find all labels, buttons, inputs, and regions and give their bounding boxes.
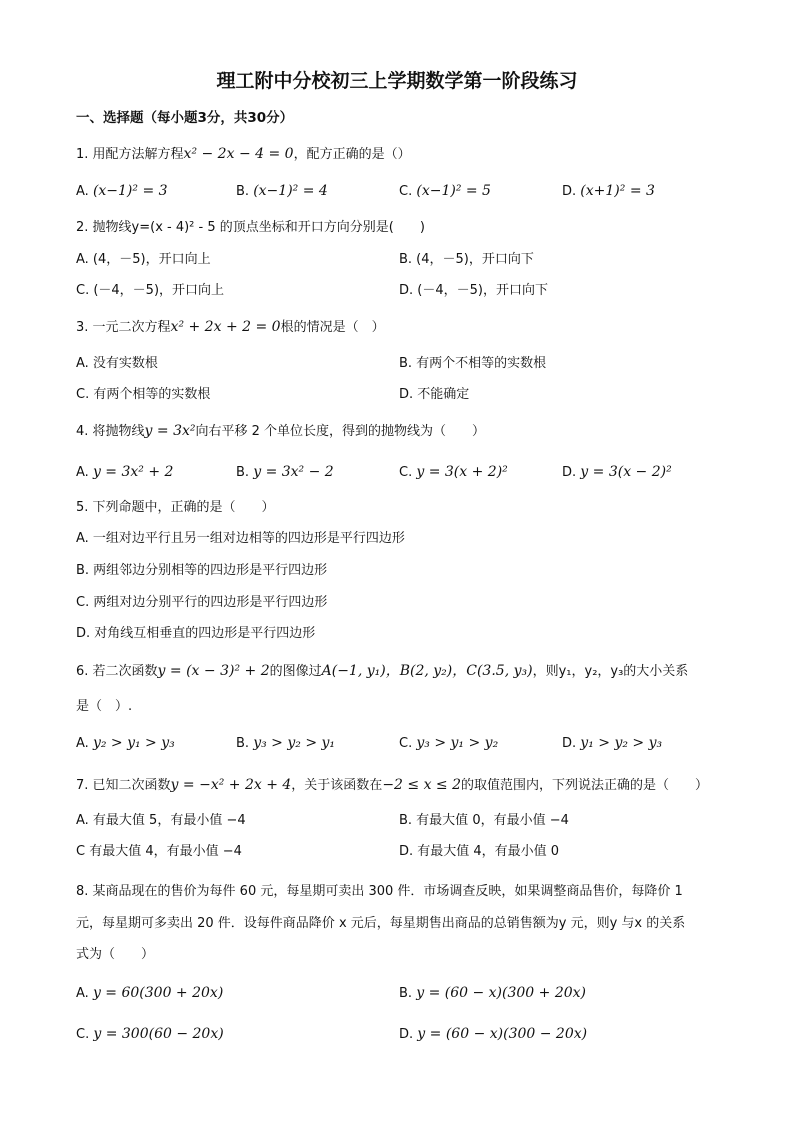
- q6-option-d[interactable]: [562, 734, 662, 753]
- q1-d-expr: (x+1)² = 3: [580, 183, 655, 199]
- q1-a-expr: (x−1)² = 3: [92, 183, 168, 199]
- q1-b-expr: (x−1)² = 4: [253, 183, 328, 199]
- question-8-line2: 元，每星期可多卖出 20 件．设每件商品降价 x 元后，每星期售出商品的总销售额为y 元，则y 与x 的关系: [76, 916, 686, 931]
- q3-option-c[interactable]: C. 有两个相等的实数根: [76, 387, 211, 402]
- q6-d-expr: y₁ > y₂ > y₃: [580, 735, 663, 751]
- q4-b-label: B.: [236, 465, 250, 480]
- q4-stem-text: 4. 将抛物线: [76, 424, 145, 439]
- q1-d-label: D.: [562, 184, 577, 199]
- q8-option-b[interactable]: [399, 984, 586, 1003]
- q8-option-d[interactable]: [399, 1025, 587, 1044]
- q3-stem-tail: 根的情况是（ ）: [280, 320, 385, 335]
- q7-stem-text: 7. 已知二次函数: [76, 778, 171, 793]
- q6-a-label: A.: [76, 736, 89, 751]
- q8-c-expr: y = 300(60 − 20x): [93, 1026, 224, 1042]
- q1-equation: x² − 2x − 4 = 0: [183, 146, 294, 162]
- q7-range: −2 ≤ x ≤ 2: [382, 777, 462, 793]
- q1-b-label: B.: [236, 184, 250, 199]
- q1-option-a[interactable]: [76, 182, 168, 201]
- q6-option-a[interactable]: [76, 734, 175, 753]
- q2-option-a[interactable]: A. (4，－5)，开口向上: [76, 252, 211, 267]
- q1-option-c[interactable]: [399, 182, 491, 201]
- question-2-stem: 2. 抛物线y=(x - 4)² - 5 的顶点坐标和开口方向分别是( ): [76, 220, 425, 235]
- q8-d-label: D.: [399, 1027, 414, 1042]
- q3-option-a[interactable]: A. 没有实数根: [76, 356, 158, 371]
- q4-option-d[interactable]: [562, 463, 672, 482]
- q1-c-label: C.: [399, 184, 413, 199]
- question-8-line1: 8. 某商品现在的售价为每件 60 元，每星期可卖出 300 件．市场调查反映，如果调整商品售价，每降价 1: [76, 884, 683, 899]
- q6-a-expr: y₂ > y₁ > y₃: [92, 735, 175, 751]
- q5-option-d[interactable]: D. 对角线互相垂直的四边形是平行四边形: [76, 626, 316, 641]
- q8-c-label: C.: [76, 1027, 90, 1042]
- section-heading: 一、选择题（每小题3分，共30分）: [76, 110, 294, 126]
- q8-option-c[interactable]: [76, 1025, 224, 1044]
- q7-option-a[interactable]: A. 有最大值 5，有最小值 −4: [76, 813, 246, 828]
- q1-stem-text: 1. 用配方法解方程: [76, 147, 184, 162]
- question-1-stem: [76, 145, 411, 164]
- q7-stem-tail: 的取值范围内，下列说法正确的是（ ）: [461, 778, 709, 793]
- q4-b-expr: y = 3x² − 2: [253, 464, 334, 480]
- q5-option-a[interactable]: A. 一组对边平行且另一组对边相等的四边形是平行四边形: [76, 531, 405, 546]
- q4-d-label: D.: [562, 465, 577, 480]
- q1-option-b[interactable]: [236, 182, 328, 201]
- q4-c-expr: y = 3(x + 2)²: [416, 464, 508, 480]
- q6-stem-tail: ，则y₁，y₂，y₃的大小关系: [532, 664, 689, 679]
- q8-b-expr: y = (60 − x)(300 + 20x): [416, 985, 586, 1001]
- q8-b-label: B.: [399, 986, 413, 1001]
- q6-points: A(−1, y₁)，B(2, y₂)，C(3.5, y₃): [321, 663, 533, 679]
- q6-stem-text: 6. 若二次函数: [76, 664, 158, 679]
- q2-option-b[interactable]: B. (4，－5)，开口向下: [399, 252, 534, 267]
- question-8-line3: 式为（ ）: [76, 947, 155, 962]
- q2-option-d[interactable]: D. (－4，－5)，开口向下: [399, 283, 548, 298]
- q4-option-b[interactable]: [236, 463, 334, 482]
- q3-option-b[interactable]: B. 有两个不相等的实数根: [399, 356, 547, 371]
- q6-stem-mid: 的图像过: [269, 664, 322, 679]
- q1-c-expr: (x−1)² = 5: [416, 183, 491, 199]
- q4-option-a[interactable]: [76, 463, 173, 482]
- question-5-stem: 5. 下列命题中，正确的是（ ）: [76, 500, 275, 515]
- q3-option-d[interactable]: D. 不能确定: [399, 387, 470, 402]
- q6-b-label: B.: [236, 736, 250, 751]
- q6-option-c[interactable]: [399, 734, 498, 753]
- q1-option-d[interactable]: [562, 182, 655, 201]
- question-7-stem: [76, 776, 708, 795]
- q4-a-expr: y = 3x² + 2: [92, 464, 174, 480]
- q7-option-c[interactable]: C 有最大值 4，有最小值 −4: [76, 844, 242, 859]
- q4-a-label: A.: [76, 465, 89, 480]
- q6-c-expr: y₃ > y₁ > y₂: [416, 735, 499, 751]
- question-3-stem: [76, 318, 385, 337]
- q4-option-c[interactable]: [399, 463, 508, 482]
- q6-stem-line2: 是（ ）.: [76, 699, 133, 714]
- q5-option-b[interactable]: B. 两组邻边分别相等的四边形是平行四边形: [76, 563, 328, 578]
- q6-equation: y = (x − 3)² + 2: [157, 663, 270, 679]
- q7-option-b[interactable]: B. 有最大值 0，有最小值 −4: [399, 813, 569, 828]
- q6-d-label: D.: [562, 736, 577, 751]
- q4-c-label: C.: [399, 465, 413, 480]
- q4-stem-tail: 向右平移 2 个单位长度，得到的抛物线为（ ）: [195, 424, 486, 439]
- q8-a-label: A.: [76, 986, 89, 1001]
- question-6-stem: [76, 662, 688, 681]
- q1-a-label: A.: [76, 184, 89, 199]
- q8-d-expr: y = (60 − x)(300 − 20x): [417, 1026, 588, 1042]
- q8-a-expr: y = 60(300 + 20x): [92, 985, 224, 1001]
- page-title: 理工附中分校初三上学期数学第一阶段练习: [216, 70, 578, 92]
- q1-stem-tail: ，配方正确的是（）: [293, 147, 411, 162]
- question-4-stem: [76, 422, 485, 441]
- q6-c-label: C.: [399, 736, 413, 751]
- q2-option-c[interactable]: C. (－4，－5)，开口向上: [76, 283, 225, 298]
- q4-d-expr: y = 3(x − 2)²: [580, 464, 672, 480]
- q8-option-a[interactable]: [76, 984, 223, 1003]
- q5-option-c[interactable]: C. 两组对边分别平行的四边形是平行四边形: [76, 595, 328, 610]
- q3-equation: x² + 2x + 2 = 0: [170, 319, 281, 335]
- q6-option-b[interactable]: [236, 734, 335, 753]
- q3-stem-text: 3. 一元二次方程: [76, 320, 171, 335]
- q7-equation: y = −x² + 2x + 4: [170, 777, 292, 793]
- q6-b-expr: y₃ > y₂ > y₁: [253, 735, 336, 751]
- q4-equation: y = 3x²: [144, 423, 196, 439]
- q7-option-d[interactable]: D. 有最大值 4，有最小值 0: [399, 844, 560, 859]
- q7-stem-mid: ，关于该函数在: [291, 778, 383, 793]
